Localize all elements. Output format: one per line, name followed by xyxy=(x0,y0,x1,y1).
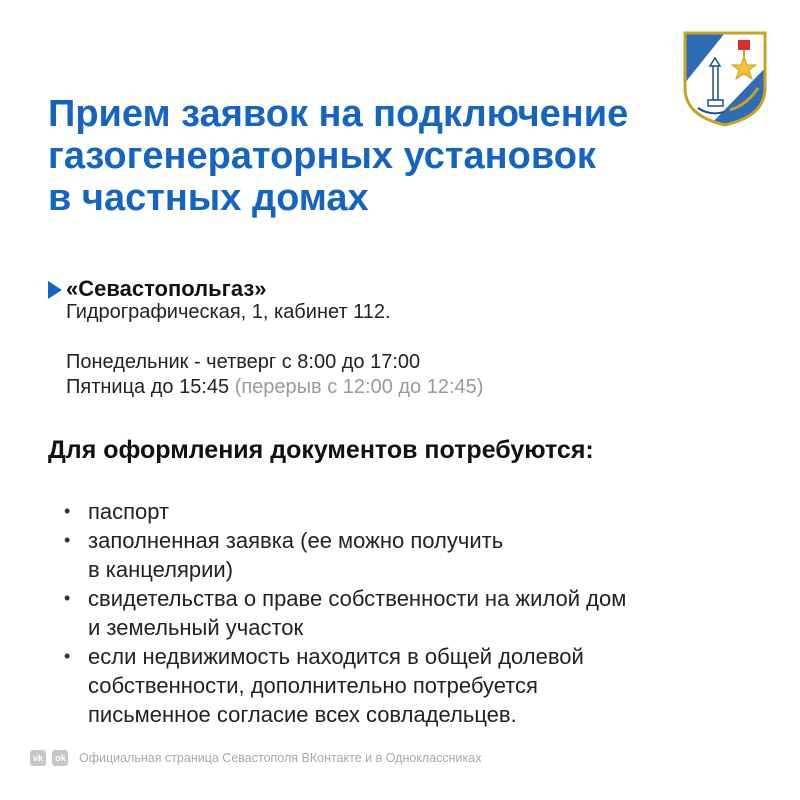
documents-heading: Для оформления документов потребуются: xyxy=(48,436,594,464)
schedule-weekdays: Понедельник - четверг с 8:00 до 17:00 xyxy=(66,351,421,373)
bullet-icon: • xyxy=(64,588,71,608)
list-item-text: если недвижимость находится в общей долевой xyxy=(88,644,584,669)
organization-address: Гидрографическая, 1, кабинет 112. xyxy=(66,301,391,323)
list-item-text: в канцелярии) xyxy=(88,557,234,582)
list-item xyxy=(60,497,780,526)
documents-list xyxy=(60,497,780,729)
page-title xyxy=(48,93,668,219)
footer xyxy=(30,750,481,766)
bullet-icon: • xyxy=(64,646,71,666)
organization-info xyxy=(66,300,766,400)
footer-text: Официальная страница Севастополя ВКонтакте и в Одноклассниках xyxy=(78,751,482,765)
title-line: газогенераторных установок xyxy=(48,135,596,177)
list-item-text: заполненная заявка (ее можно получить xyxy=(88,528,504,553)
title-line: Прием заявок на подключение xyxy=(48,93,629,135)
schedule-friday-line xyxy=(66,375,766,400)
bullet-icon: • xyxy=(64,501,71,521)
list-item xyxy=(60,642,780,729)
triangle-arrow-icon xyxy=(48,281,62,299)
bullet-icon: • xyxy=(64,530,71,550)
schedule-friday: Пятница до 15:45 xyxy=(66,376,230,398)
break-note: (перерыв с 12:00 до 12:45) xyxy=(234,376,484,398)
list-item-text: и земельный участок xyxy=(88,615,304,640)
coat-of-arms-icon xyxy=(680,28,770,128)
odnoklassniki-icon[interactable]: ok xyxy=(52,750,68,766)
title-line: в частных домах xyxy=(48,177,369,219)
organization-name: «Севастопольгаз» xyxy=(66,276,267,301)
list-item xyxy=(60,526,780,584)
list-item-text: свидетельства о праве собственности на жилой дом xyxy=(88,586,627,611)
list-item-text: письменное согласие всех совладельцев. xyxy=(88,702,517,727)
list-item xyxy=(60,584,780,642)
vk-icon[interactable]: vk xyxy=(30,750,46,766)
list-item-text: паспорт xyxy=(88,499,170,524)
list-item-text: собственности, дополнительно потребуется xyxy=(88,673,538,698)
